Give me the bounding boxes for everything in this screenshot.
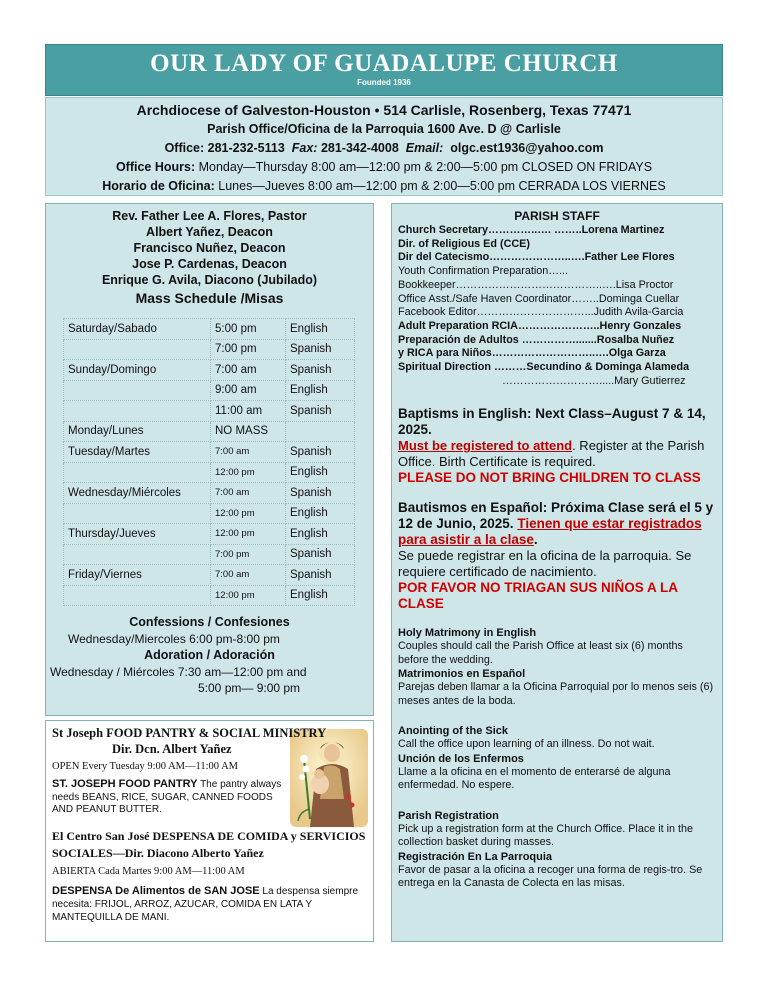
mass-day: Sunday/Domingo <box>64 360 211 381</box>
parish-office-address: Parish Office/Oficina de la Parroquia 1600 Ave. D @ Carlisle <box>207 122 561 136</box>
email-label: Email: <box>405 141 444 155</box>
mass-day: Wednesday/Miércoles <box>64 483 211 504</box>
list-item: Youth Confirmation Preparation…... <box>398 265 569 278</box>
baptism-spanish <box>392 500 722 612</box>
list-item: y RICA para Niños………………………..….Olga Garza <box>398 347 666 360</box>
baptism-spanish-warning: POR FAVOR NO TRIAGAN SUS NIÑOS A LA CLASE <box>398 580 678 612</box>
table-row <box>64 442 355 463</box>
mass-time: 7:00 am <box>211 360 286 381</box>
mass-day <box>64 503 211 524</box>
mass-time: 7:00 pm <box>211 339 286 360</box>
food-pantry-director: Dir. Dcn. Albert Yañez <box>112 742 232 756</box>
adoration-title: Adoration / Adoración <box>144 648 275 662</box>
contact-line <box>46 139 722 158</box>
mass-day: Tuesday/Martes <box>64 442 211 463</box>
founded-year: Founded 1936 <box>357 78 411 87</box>
table-row <box>64 421 355 442</box>
mass-language <box>286 421 355 442</box>
mass-day <box>64 339 211 360</box>
office-label: Office: <box>164 141 205 155</box>
list-item: Bookkeeper…………………………………..….Lisa Proctor <box>398 278 674 291</box>
anointing-sick <box>392 724 722 793</box>
mass-language: English <box>286 380 355 401</box>
food-pantry-needs <box>52 778 287 817</box>
table-row <box>64 380 355 401</box>
section-text: Parejas deben llamar a la Oficina Parroquial por lo menos seis (6) meses antes de la boda. <box>398 681 714 707</box>
mass-language: Spanish <box>286 483 355 504</box>
list-item: Church Secretary…………..…. ……..Lorena Martinez <box>398 224 665 236</box>
clergy-deacon: Jose P. Cardenas, Deacon <box>132 257 287 271</box>
holy-matrimony <box>392 626 722 708</box>
mass-day <box>64 585 211 606</box>
mass-language: Spanish <box>286 360 355 381</box>
mass-language: English <box>286 462 355 483</box>
centro-san-jose-title: El Centro San José DESPENSA DE COMIDA y SERVICIOS SOCIALES—Dir. Diacono Alberto Yañez <box>52 829 366 860</box>
office-hours-label: Office Hours: <box>115 160 196 174</box>
clergy-pastor: Rev. Father Lee A. Flores, Pastor <box>112 209 307 223</box>
section-text: Pick up a registration form at the Church Office. Place it in the collection basket during masses. <box>398 822 694 849</box>
clergy-deacon: Francisco Nuñez, Deacon <box>133 241 286 255</box>
parish-staff-box <box>391 203 723 942</box>
section-text: Couples should call the Parish Office at least six (6) months before the wedding. <box>398 640 683 666</box>
mass-language: Spanish <box>286 565 355 586</box>
table-row <box>64 565 355 586</box>
list-item: Preparación de Adultos …………….......Rosalba Nuñez <box>398 333 675 346</box>
office-hours-text: Monday—Thursday 8:00 am—12:00 pm & 2:00—5:00 pm CLOSED ON FRIDAYS <box>198 160 653 174</box>
mass-day <box>64 544 211 565</box>
baptism-spanish-heading-text: Bautismos en Español: Próxima Clase será el 5 y 12 de Junio, 2025. <box>398 500 714 532</box>
baptism-spanish-heading: Bautismos en Español: Próxima Clase será el 5 y 12 de Junio, 2025. Tienen que estar registrados para asistir a la clase. <box>398 500 714 548</box>
horario-label: Horario de Oficina: <box>102 179 215 193</box>
mass-language: Spanish <box>286 544 355 565</box>
mass-time: 11:00 am <box>211 401 286 422</box>
mass-time: 7:00 am <box>211 565 286 586</box>
office-phone: 281-232-5113 <box>207 141 285 155</box>
mass-time: 12:00 pm <box>211 462 286 483</box>
list-item: Dir. of Religious Ed (CCE) <box>398 237 530 250</box>
clergy-deacon: Albert Yañez, Deacon <box>146 225 273 239</box>
mass-time: 12:00 pm <box>211 503 286 524</box>
baptism-english-warning: PLEASE DO NOT BRING CHILDREN TO CLASS <box>398 470 701 486</box>
mass-language: Spanish <box>286 442 355 463</box>
email-address[interactable]: olgc.est1936@yahoo.com <box>450 141 604 155</box>
mass-language: English <box>286 585 355 606</box>
mass-day: Saturday/Sabado <box>64 319 211 340</box>
baptism-spanish-instructions: Se puede registrar en la oficina de la parroquia. Se requiere certificado de nacimiento. <box>398 548 692 580</box>
mass-day <box>64 462 211 483</box>
despensa-hours: ABIERTA Cada Martes 9:00 AM—11:00 AM <box>52 866 245 877</box>
adoration-time-evening: 5:00 pm— 9:00 pm <box>198 681 301 695</box>
despensa-needs <box>52 885 370 924</box>
confessions-adoration <box>46 614 373 696</box>
mass-language: English <box>286 319 355 340</box>
st-joseph-image <box>290 729 368 827</box>
fax-phone: 281-342-4008 <box>320 141 399 155</box>
section-text: Call the office upon learning of an illness. Do not wait. <box>398 738 655 751</box>
section-title: Matrimonios en Español <box>398 668 526 681</box>
archdiocese-address: Archdiocese of Galveston-Houston • 514 Carlisle, Rosenberg, Texas 77471 <box>136 102 632 118</box>
clergy-list <box>46 204 373 288</box>
clergy-deacon-retired: Enrique G. Avila, Diacono (Jubilado) <box>101 273 318 287</box>
parish-registration <box>392 809 722 891</box>
despensa-text: La despensa siempre necesita: FRIJOL, ARROZ, AZUCAR, COMIDA EN LATA Y MANTEQUILLA DE MANI. <box>52 886 359 923</box>
baptism-english-heading: Baptisms in English: Next Class–August 7 & 14, 2025. <box>398 406 706 438</box>
fax-label: Fax: <box>291 141 318 155</box>
baptism-spanish-must-register: Tienen que estar registrados para asistir a la clase <box>398 516 702 548</box>
despensa-heading: DESPENSA De Alimentos de SAN JOSE <box>52 885 260 897</box>
food-pantry-box <box>45 720 374 942</box>
mass-time: 7:00 am <box>211 442 286 463</box>
mass-time: 12:00 pm <box>211 524 286 545</box>
baptism-english-text <box>398 438 716 470</box>
mass-time: 7:00 pm <box>211 544 286 565</box>
mass-time: 5:00 pm <box>211 319 286 340</box>
table-row <box>64 503 355 524</box>
mass-time: 12:00 pm <box>211 585 286 606</box>
section-title: Registración En La Parroquia <box>398 850 553 863</box>
confessions-title: Confessions / Confesiones <box>129 615 290 629</box>
mass-language: English <box>286 524 355 545</box>
horario-text: Lunes—Jueves 8:00 am—12:00 pm & 2:00—5:00 pm CERRADA LOS VIERNES <box>218 179 666 193</box>
parish-staff-list <box>392 224 722 388</box>
food-pantry-needs-heading: ST. JOSEPH FOOD PANTRY <box>52 778 198 790</box>
table-row <box>64 483 355 504</box>
mass-time: NO MASS <box>211 421 286 442</box>
baptism-english-instructions: . Register at the Parish Office. Birth Certificate is required. <box>398 438 705 470</box>
mass-schedule-box <box>45 203 374 716</box>
adoration-time: Wednesday / Miércoles 7:30 am—12:00 pm and <box>50 665 307 679</box>
church-header <box>45 44 723 96</box>
section-text: Llame a la oficina en el momento de enterarsé de alguna enfermedad. No espere. <box>398 765 671 792</box>
mass-schedule-table <box>63 318 355 606</box>
confessions-time: Wednesday/Miercoles 6:00 pm-8:00 pm <box>68 632 280 646</box>
mass-day <box>64 380 211 401</box>
list-item: Spiritual Direction ………Secundino & Dominga Alameda <box>398 361 690 374</box>
mass-day: Friday/Viernes <box>64 565 211 586</box>
section-title: Anointing of the Sick <box>398 725 508 738</box>
table-row <box>64 462 355 483</box>
list-item: Facebook Editor…………………………...Judith Avila-Garcia <box>398 306 684 319</box>
mass-language: English <box>286 503 355 524</box>
food-pantry-title: St Joseph FOOD PANTRY & SOCIAL MINISTRY <box>52 726 327 740</box>
section-title: Holy Matrimony in English <box>398 627 537 640</box>
food-pantry-hours: OPEN Every Tuesday 9:00 AM—11:00 AM <box>52 761 239 772</box>
list-item: ……………………….....Mary Gutierrez <box>502 374 686 387</box>
baptism-english-must-register: Must be registered to attend <box>398 438 573 454</box>
mass-schedule-title: Mass Schedule /Misas <box>135 290 284 306</box>
mass-language: Spanish <box>286 339 355 360</box>
list-item: Dir del Catecismo…………………..….Father Lee Flores <box>398 251 675 264</box>
table-row <box>64 339 355 360</box>
table-row <box>64 524 355 545</box>
table-row <box>64 544 355 565</box>
mass-day: Monday/Lunes <box>64 421 211 442</box>
contact-info-box <box>45 97 723 196</box>
section-title: Parish Registration <box>398 809 499 822</box>
mass-day: Thursday/Jueves <box>64 524 211 545</box>
mass-time: 7:00 am <box>211 483 286 504</box>
office-hours <box>46 158 722 177</box>
list-item: Office Asst./Safe Haven Coordinator……..Dominga Cuellar <box>398 292 680 305</box>
table-row <box>64 401 355 422</box>
baptism-english <box>392 406 722 486</box>
food-pantry-needs-text: The pantry always needs BEANS, RICE, SUGAR, CANNED FOODS AND PEANUT BUTTER. <box>52 779 282 815</box>
horario-oficina <box>46 177 722 196</box>
section-title: Unción de los Enfermos <box>398 752 524 765</box>
mass-day <box>64 401 211 422</box>
table-row <box>64 360 355 381</box>
table-row <box>64 585 355 606</box>
section-text: Favor de pasar a la oficina a recoger una forma de regis-tro. Se entrega en la Canasta de Colecta en las misas. <box>398 863 703 890</box>
church-title: OUR LADY OF GUADALUPE CHURCH <box>150 50 618 77</box>
parish-staff-title: PARISH STAFF <box>514 209 600 223</box>
mass-language: Spanish <box>286 401 355 422</box>
list-item: Adult Preparation RCIA…………………..Henry Gonzales <box>398 319 682 332</box>
table-row <box>64 319 355 340</box>
mass-time: 9:00 am <box>211 380 286 401</box>
